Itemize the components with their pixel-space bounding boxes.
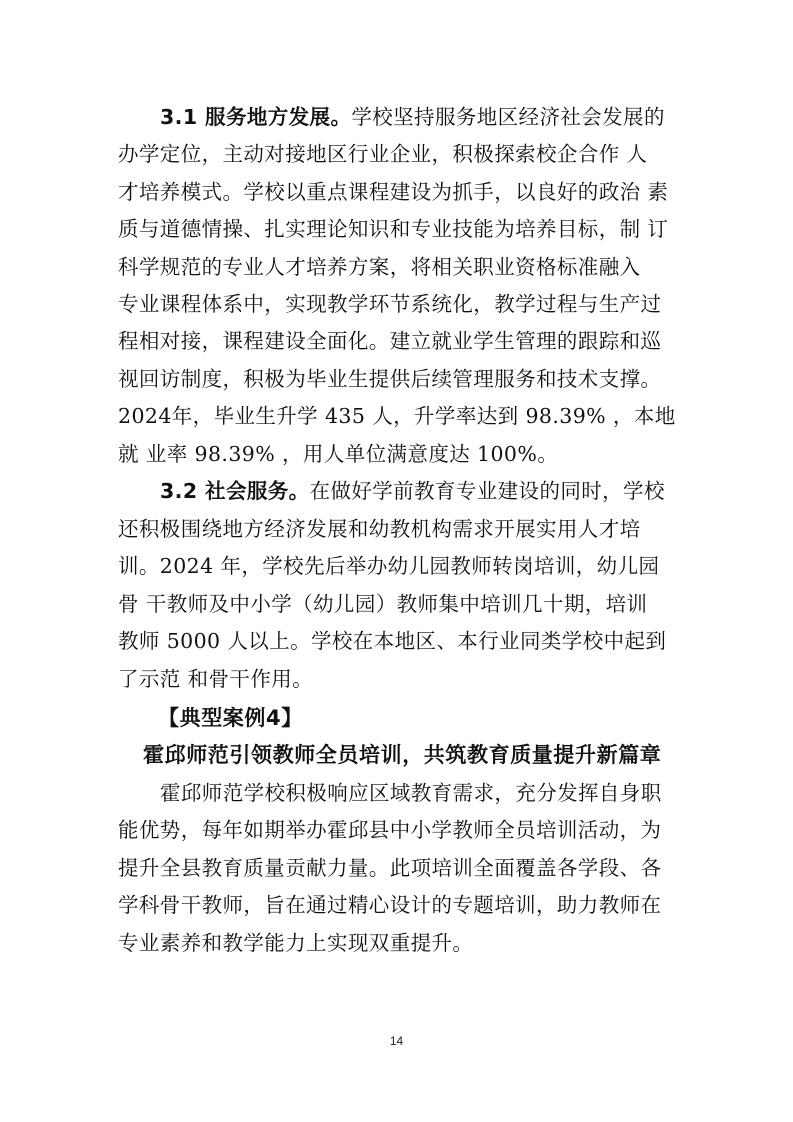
paragraph-line: 专业课程体系中，实现教学环节系统化，教学过程与生产过 bbox=[118, 292, 662, 316]
paragraph-line: 质与道德情操、扎实理论知识和专业技能为培养目标，制 订 bbox=[118, 217, 669, 241]
paragraph-line: 训。2024 年，学校先后举办幼儿园教师转岗培训，幼儿园 bbox=[118, 554, 660, 578]
paragraph-line: 了示范 和骨干作用。 bbox=[118, 667, 314, 691]
paragraph-line: 还积极围绕地方经济发展和幼教机构需求开展实用人才培 bbox=[118, 517, 641, 541]
section-3-1-heading: 3.1 服务地方发展。 bbox=[160, 105, 352, 129]
paragraph-line: 科学规范的专业人才培养方案，将相关职业资格标准融入 bbox=[118, 255, 641, 279]
paragraph-line: 视回访制度，积极为毕业生提供后续管理服务和技术支撑。 bbox=[118, 367, 662, 391]
paragraph-line: 就 业率 98.39% ，用人单位满意度达 100%。 bbox=[118, 442, 559, 466]
paragraph-line: 2024年，毕业生升学 435 人，升学率达到 98.39% ，本地 bbox=[118, 404, 676, 428]
paragraph-line: 能优势，每年如期举办霍邱县中小学教师全员培训活动，为 bbox=[118, 818, 662, 842]
section-3-2-heading: 3.2 社会服务。 bbox=[160, 479, 310, 503]
case-title: 霍邱师范引领教师全员培训，共筑教育质量提升新篇章 bbox=[143, 743, 662, 767]
paragraph-line: 学科骨干教师，旨在通过精心设计的专题培训，助力教师在 bbox=[118, 893, 662, 917]
section-3-2-first-line-text: 在做好学前教育专业建设的同时，学校 bbox=[309, 479, 665, 503]
paragraph-line: 才培养模式。学校以重点课程建设为抓手，以良好的政治 素 bbox=[118, 180, 669, 204]
paragraph-line: 程相对接，课程建设全面化。建立就业学生管理的跟踪和巡 bbox=[118, 329, 662, 353]
section-3-1-first-line bbox=[160, 104, 665, 130]
paragraph-line: 办学定位，主动对接地区行业企业，积极探索校企合作 人 bbox=[118, 142, 648, 166]
paragraph-line: 教师 5000 人以上。学校在本地区、本行业同类学校中起到 bbox=[118, 629, 667, 653]
paragraph-line: 骨 干教师及中小学（幼儿园）教师集中培训几十期，培训 bbox=[118, 592, 648, 616]
paragraph-line: 霍邱师范学校积极响应区域教育需求，充分发挥自身职 bbox=[160, 781, 662, 805]
section-3-2-first-line bbox=[160, 478, 665, 504]
case-label: 【典型案例4】 bbox=[158, 706, 303, 730]
page-number: 14 bbox=[389, 1034, 404, 1048]
paragraph-line: 提升全县教育质量贡献力量。此项培训全面覆盖各学段、各 bbox=[118, 856, 662, 880]
section-3-1-first-line-text: 学校坚持服务地区经济社会发展的 bbox=[351, 105, 665, 129]
paragraph-line: 专业素养和教学能力上实现双重提升。 bbox=[118, 931, 474, 955]
